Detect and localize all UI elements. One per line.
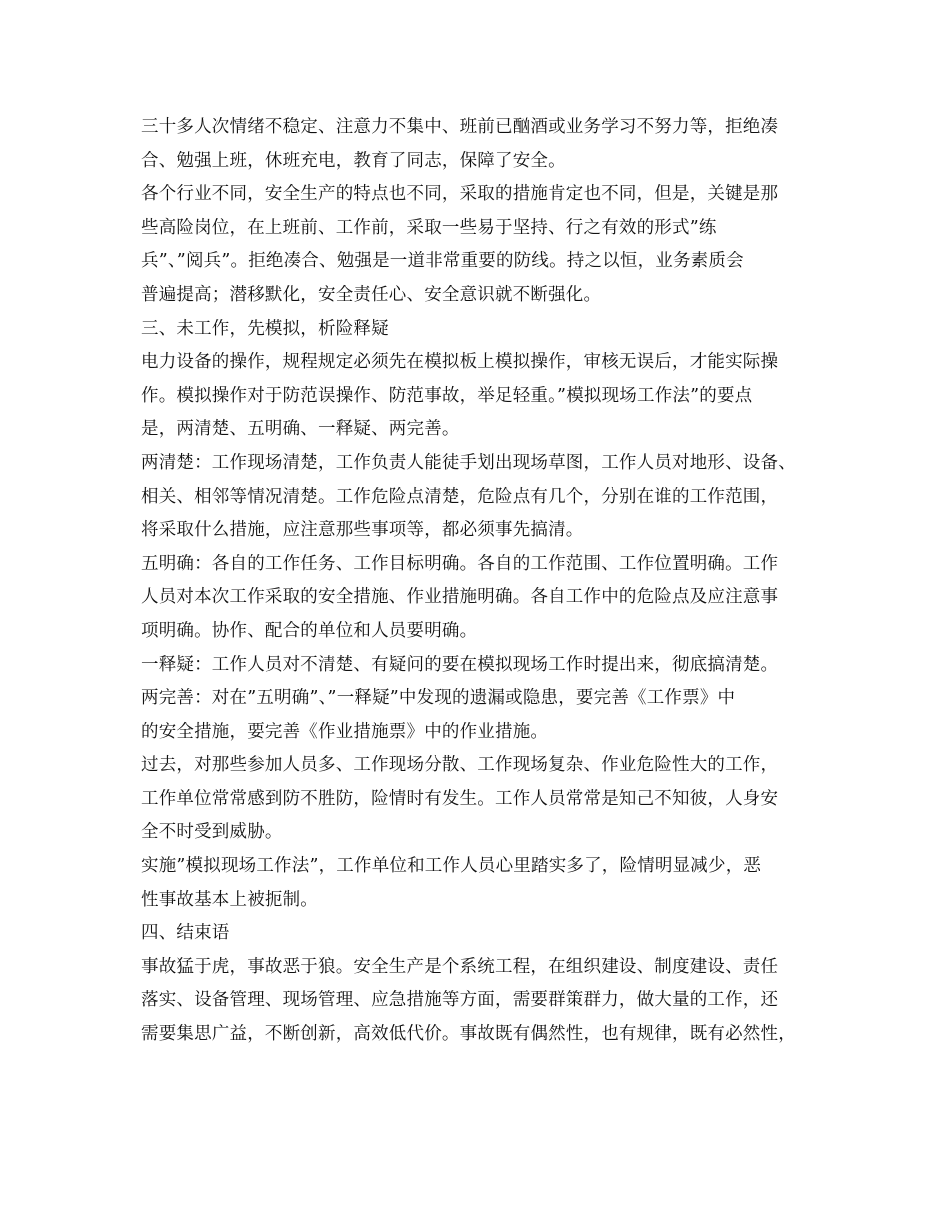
text-line: 将采取什么措施，应注意那些事项等，都必须事先搞清。 (141, 520, 584, 541)
text-line: 的安全措施，要完善《作业措施票》中的作业措施。 (141, 721, 549, 742)
text-line: 事故猛于虎，事故恶于狼。安全生产是个系统工程，在组织建设、制度建设、责任 (141, 956, 779, 977)
text-line: 五明确：各自的工作任务、工作目标明确。各自的工作范围、工作位置明确。工作 (141, 553, 779, 574)
text-line: 合、勉强上班，休班充电，教育了同志，保障了安全。 (141, 150, 566, 171)
text-line: 人员对本次工作采取的安全措施、作业措施明确。各自工作中的危险点及应注意事 (141, 587, 779, 608)
text-line: 落实、设备管理、现场管理、应急措施等方面，需要群策群力，做大量的工作，还 (141, 990, 779, 1011)
text-line: 三十多人次情绪不稳定、注意力不集中、班前已酗酒或业务学习不努力等，拒绝凑 (141, 117, 779, 137)
text-line: 相关、相邻等情况清楚。工作危险点清楚，危险点有几个，分别在谁的工作范围， (141, 486, 779, 507)
text-line: 性事故基本上被扼制。 (141, 889, 318, 910)
text-line: 实施”模拟现场工作法”，工作单位和工作人员心里踏实多了，险情明显减少，恶 (141, 856, 762, 877)
text-line: 两清楚：工作现场清楚，工作负责人能徒手划出现场草图，工作人员对地形、设备、 (141, 452, 796, 473)
text-line: 一释疑：工作人员对不清楚、有疑问的要在模拟现场工作时提出来，彻底搞清楚。 (141, 654, 779, 675)
text-line: 些高险岗位，在上班前、工作前，采取一些易于坚持、行之有效的形式”练 (141, 217, 717, 238)
text-line: 项明确。协作、配合的单位和人员要明确。 (141, 620, 478, 641)
text-line: 全不时受到威胁。 (141, 822, 283, 843)
text-line: 过去，对那些参加人员多、工作现场分散、工作现场复杂、作业危险性大的工作， (141, 755, 779, 776)
document-body (141, 111, 831, 1052)
text-line: 需要集思广益，不断创新，高效低代价。事故既有偶然性，也有规律，既有必然性， (141, 1024, 796, 1045)
text-line: 电力设备的操作，规程规定必须先在模拟板上模拟操作，审核无误后，才能实际操 (141, 352, 779, 373)
text-line: 普遍提高；潜移默化，安全责任心、安全意识就不断强化。 (141, 284, 602, 305)
text-line: 兵”、”阅兵”。拒绝凑合、勉强是一道非常重要的防线。持之以恒，业务素质会 (141, 251, 744, 272)
text-line: 工作单位常常感到防不胜防，险情时有发生。工作人员常常是知己不知彼，人身安 (141, 788, 779, 809)
section-heading: 三、未工作，先模拟，析险释疑 (141, 318, 389, 339)
text-line: 作。模拟操作对于防范误操作、防范事故，举足轻重。”模拟现场工作法”的要点 (141, 385, 753, 406)
text-line: 两完善：对在”五明确”、”一释疑”中发现的遗漏或隐患，要完善《工作票》中 (141, 688, 736, 709)
section-heading: 四、结束语 (141, 923, 230, 944)
text-line: 各个行业不同，安全生产的特点也不同，采取的措施肯定也不同，但是，关键是那 (141, 184, 779, 205)
text-line: 是，两清楚、五明确、一释疑、两完善。 (141, 419, 460, 440)
